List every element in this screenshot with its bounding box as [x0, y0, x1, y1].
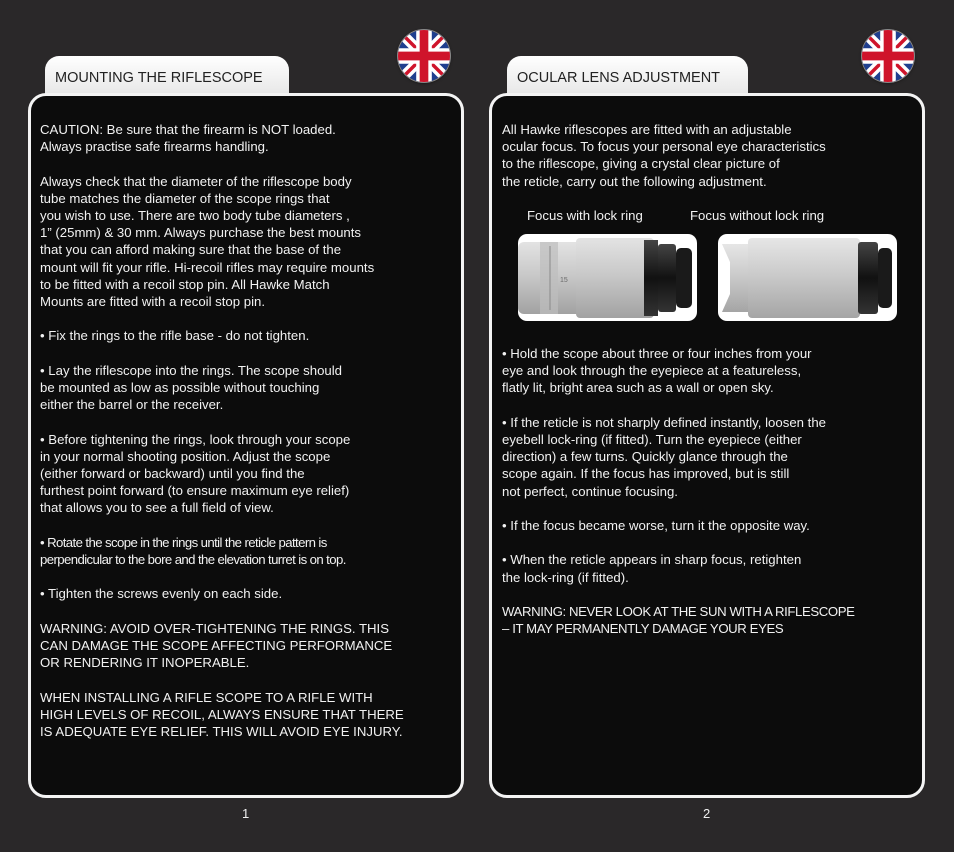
section-tab-mounting: MOUNTING THE RIFLESCOPE [45, 56, 289, 100]
page-number: 1 [242, 806, 250, 821]
warning-recoil: WHEN INSTALLING A RIFLE SCOPE TO A RIFLE WITH HIGH LEVELS OF RECOIL, ALWAYS ENSURE THAT THERE IS ADEQUATE EYE RELIEF. THIS WILL AVOID EYE INJURY. [40, 689, 404, 739]
caption-without-lock-ring: Focus without lock ring [690, 208, 825, 223]
step-loosen-lock-ring: • If the reticle is not sharply defined instantly, loosen the eyebell lock-ring (if fitted). Turn the eyepiece (either direction) a few turns. Quickly glance through the scope again. If the focus has improved, but is still not perfect, continue focusing. [502, 414, 826, 499]
paragraph-tube-diameter: Always check that the diameter of the riflescope body tube matches the diameter of the scope rings that you wish to use. There are two body tube diameters , 1” (25mm) & 30 mm. Always purchase the best mounts that you can afford making sure that the base of the mount will fit your rifle. Hi-recoil rifles may require mounts to be fitted with a recoil stop pin. All Hawke Match Mounts are fitted with a recoil stop pin. [40, 173, 375, 310]
step-eye-relief: • Before tightening the rings, look through your scope in your normal shooting position. Adjust the scope (either forward or backward) until you find the furthest point forward (to ensure maximum eye relief) that allows you to see a full field of view. [40, 431, 351, 516]
ocular-instructions [502, 345, 912, 655]
right-page [477, 0, 954, 852]
warning-sun: WARNING: NEVER LOOK AT THE SUN WITH A RIFLESCOPE – IT MAY PERMANENTLY DAMAGE YOUR EYES [502, 603, 855, 637]
step-rotate-scope: • Rotate the scope in the rings until the reticle pattern is perpendicular to the bore and the elevation turret is on top. [40, 534, 346, 567]
caption-with-lock-ring: Focus with lock ring [527, 208, 643, 223]
paragraph-intro: All Hawke riflescopes are fitted with an adjustable ocular focus. To focus your personal eye characteristics to the riflescope, giving a crystal clear picture of the reticle, carry out the following adjustment. [502, 122, 826, 189]
page-number: 2 [703, 806, 711, 821]
step-tighten-screws: • Tighten the screws evenly on each side. [40, 586, 283, 602]
step-fix-rings: • Fix the rings to the rifle base - do not tighten. [40, 328, 310, 344]
paragraph-caution: CAUTION: Be sure that the firearm is NOT loaded. Always practise safe firearms handling. [40, 122, 336, 155]
section-tab-ocular: OCULAR LENS ADJUSTMENT [507, 56, 748, 100]
step-retighten: • When the reticle appears in sharp focus, retighten the lock-ring (if fitted). [502, 552, 802, 585]
step-hold-scope: • Hold the scope about three or four inches from your eye and look through the eyepiece at a featureless, flatly lit, bright area such as a wall or open sky. [502, 346, 812, 396]
uk-flag-icon [862, 30, 914, 82]
step-opposite-way: • If the focus became worse, turn it the opposite way. [502, 518, 810, 533]
warning-over-tightening: WARNING: AVOID OVER-TIGHTENING THE RINGS. THIS CAN DAMAGE THE SCOPE AFFECTING PERFORMANCE OR RENDERING IT INOPERABLE. [40, 620, 393, 671]
uk-flag-icon [398, 30, 450, 82]
eyepiece-with-lock-ring-image [518, 234, 697, 321]
eyepiece-without-lock-ring-image [718, 234, 897, 321]
mounting-instructions [40, 121, 450, 757]
step-lay-scope: • Lay the riflescope into the rings. The scope should be mounted as low as possible without touching either the barrel or the receiver. [40, 362, 343, 413]
scope-mark-label: 15 [560, 277, 568, 284]
ocular-intro [502, 121, 912, 207]
